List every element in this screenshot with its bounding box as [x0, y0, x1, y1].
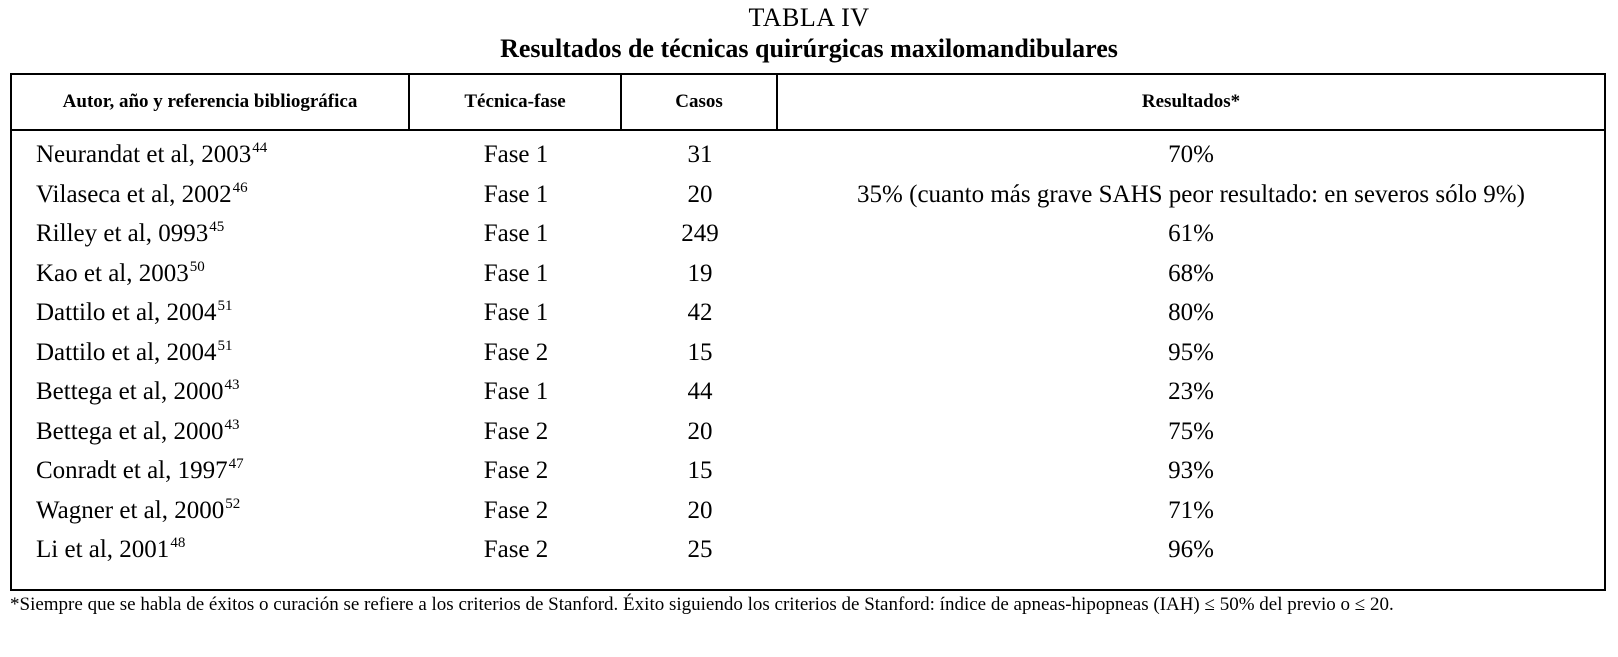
fase-cell: Fase 2: [483, 536, 549, 563]
table-number: TABLA IV: [748, 3, 870, 32]
casos-cell: 20: [687, 417, 713, 445]
author-text: Li et al, 2001: [36, 536, 170, 563]
casos-cell: 20: [687, 180, 713, 208]
fase-cell: Fase 1: [483, 299, 549, 326]
author-cell: [36, 333, 233, 373]
reference-number: 50: [189, 258, 205, 275]
author-text: Conradt et al, 1997: [36, 457, 228, 484]
table-row: [12, 333, 1604, 373]
reference-number: 51: [217, 337, 233, 354]
resultado-cell: 80%: [1168, 299, 1214, 326]
author-text: Rilley et al, 0993: [36, 220, 209, 247]
fase-cell: Fase 2: [483, 417, 549, 445]
resultado-cell: 35% (cuanto más grave SAHS peor resultado: en severos sólo 9%): [857, 180, 1525, 208]
author-cell: [36, 135, 267, 175]
author-cell: [36, 175, 248, 215]
table-row: [12, 293, 1604, 333]
resultado-cell: 75%: [1168, 417, 1214, 445]
column-header-casos: Casos: [622, 75, 778, 129]
author-text: Neurandat et al, 2003: [36, 141, 252, 168]
reference-number: 51: [217, 298, 233, 314]
casos-cell: 19: [687, 259, 713, 287]
fase-cell: Fase 2: [483, 496, 549, 524]
resultado-cell: 68%: [1168, 259, 1214, 287]
resultado-cell: 61%: [1168, 220, 1214, 247]
author-text: Wagner et al, 2000: [36, 496, 225, 524]
resultado-cell: 71%: [1168, 496, 1214, 524]
table-row: [12, 214, 1604, 254]
fase-cell: Fase 1: [483, 220, 549, 247]
resultado-cell: 93%: [1168, 457, 1214, 484]
table-row: [12, 254, 1604, 294]
author-text: Vilaseca et al, 2002: [36, 180, 232, 208]
table-row: [12, 135, 1604, 175]
author-cell: [36, 451, 244, 491]
fase-cell: Fase 1: [483, 180, 549, 208]
fase-cell: Fase 1: [483, 378, 549, 405]
table-row: [12, 530, 1604, 570]
author-cell: [36, 254, 205, 294]
resultado-cell: 23%: [1168, 378, 1214, 405]
table-body: [12, 135, 1604, 570]
fase-cell: Fase 2: [483, 457, 549, 484]
reference-number: 48: [170, 535, 186, 551]
casos-cell: 42: [687, 299, 713, 326]
resultado-cell: 95%: [1168, 338, 1214, 366]
table-footnote: *Siempre que se habla de éxitos o curación se refiere a los criterios de Stanford. Éxito siguiendo los criterios de Stanford: índice de apneas-hipopneas (IAH) ≤ 50% del previo o ≤ 20.: [10, 594, 1394, 615]
reference-number: 44: [252, 140, 268, 156]
reference-number: 47: [228, 456, 244, 472]
table-title: Resultados de técnicas quirúrgicas maxilomandibulares: [500, 34, 1118, 63]
resultado-cell: 70%: [1168, 141, 1214, 168]
author-text: Bettega et al, 2000: [36, 378, 224, 405]
casos-cell: 15: [687, 338, 713, 366]
reference-number: 45: [209, 219, 225, 235]
column-header-author: Autor, año y referencia bibliográfica: [12, 75, 410, 129]
table-row: [12, 451, 1604, 491]
author-text: Dattilo et al, 2004: [36, 338, 217, 366]
casos-cell: 44: [687, 378, 713, 405]
author-cell: [36, 530, 185, 570]
column-header-resultados: Resultados*: [1141, 91, 1241, 112]
fase-cell: Fase 1: [483, 259, 549, 287]
author-cell: [36, 491, 240, 531]
table-row: [12, 491, 1604, 531]
author-cell: [36, 214, 224, 254]
author-cell: [36, 372, 239, 412]
reference-number: 46: [232, 179, 248, 196]
results-table: [10, 73, 1606, 591]
author-text: Dattilo et al, 2004: [36, 299, 217, 326]
author-cell: [36, 293, 233, 333]
author-cell: [36, 412, 239, 452]
fase-cell: Fase 1: [483, 141, 549, 168]
table-header-row: [12, 75, 1604, 131]
casos-cell: 15: [687, 457, 713, 484]
author-text: Bettega et al, 2000: [36, 417, 224, 445]
table-row: [12, 372, 1604, 412]
fase-cell: Fase 2: [483, 338, 549, 366]
casos-cell: 20: [687, 496, 713, 524]
table-row: [12, 175, 1604, 215]
reference-number: 43: [224, 377, 240, 393]
casos-cell: 25: [687, 536, 713, 563]
resultado-cell: 96%: [1168, 536, 1214, 563]
reference-number: 43: [224, 416, 240, 433]
author-text: Kao et al, 2003: [36, 259, 189, 287]
reference-number: 52: [225, 495, 241, 512]
column-header-tecnica: Técnica-fase: [410, 75, 622, 129]
casos-cell: 31: [687, 141, 713, 168]
table-row: [12, 412, 1604, 452]
casos-cell: 249: [681, 220, 719, 247]
